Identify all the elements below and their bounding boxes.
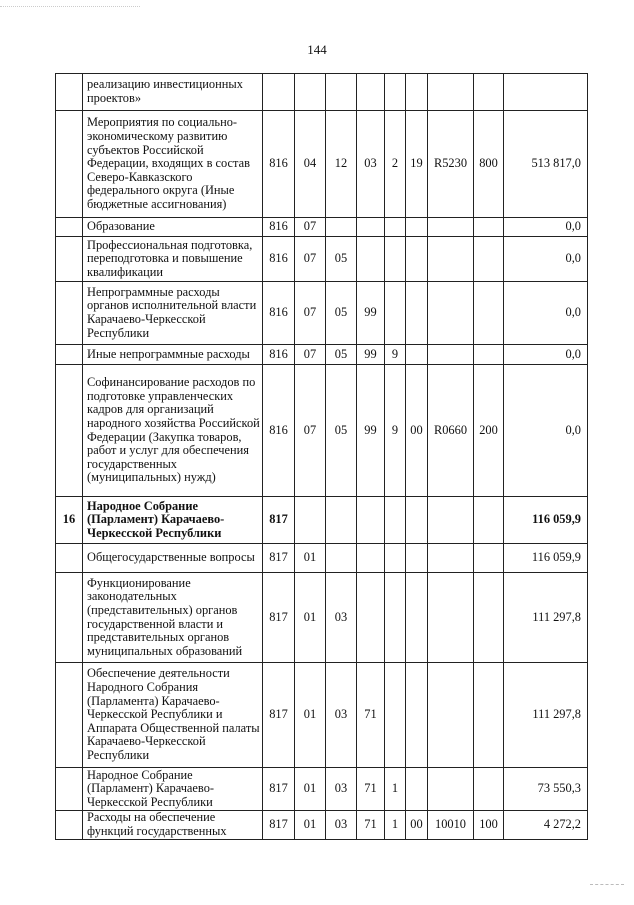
cell-c3: 12 [326, 111, 357, 218]
cell-c4: 99 [357, 365, 385, 497]
cell-c6 [406, 573, 428, 663]
cell-num [56, 218, 83, 237]
cell-c1: 816 [263, 345, 295, 365]
cell-c3: 03 [326, 573, 357, 663]
table-row [56, 111, 588, 218]
cell-name: Расходы на обеспечение функций государственных [83, 811, 263, 840]
cell-c3 [326, 74, 357, 111]
table-row [56, 497, 588, 544]
cell-c4: 03 [357, 111, 385, 218]
cell-c8 [474, 345, 504, 365]
page-number: 144 [307, 42, 327, 57]
cell-c5: 9 [385, 345, 406, 365]
cell-c1: 817 [263, 497, 295, 544]
cell-c1: 817 [263, 544, 295, 573]
cell-name: Иные непрограммные расходы [83, 345, 263, 365]
cell-c3: 05 [326, 345, 357, 365]
cell-c3 [326, 497, 357, 544]
cell-c1: 816 [263, 218, 295, 237]
cell-num [56, 345, 83, 365]
table-row [56, 237, 588, 282]
cell-c7 [428, 497, 474, 544]
cell-c2: 01 [295, 544, 326, 573]
cell-c4 [357, 218, 385, 237]
cell-amount: 0,0 [504, 345, 588, 365]
cell-c3: 03 [326, 811, 357, 840]
cell-num [56, 544, 83, 573]
cell-name: Народное Собрание (Парламент) Карачаево-Черкесской Республики [83, 497, 263, 544]
cell-c8 [474, 237, 504, 282]
cell-c6 [406, 237, 428, 282]
cell-c6 [406, 282, 428, 345]
cell-c4 [357, 237, 385, 282]
cell-amount: 0,0 [504, 365, 588, 497]
cell-c5 [385, 663, 406, 768]
cell-c6: 00 [406, 365, 428, 497]
cell-c2: 07 [295, 282, 326, 345]
cell-c4 [357, 74, 385, 111]
cell-c2: 01 [295, 573, 326, 663]
cell-name: Обеспечение деятельности Народного Собрания (Парламента) Карачаево-Черкесской Республики и Аппарата Общественной палаты Карачаево-Черкесской Республики [83, 663, 263, 768]
cell-c3: 03 [326, 768, 357, 811]
cell-c5: 9 [385, 365, 406, 497]
table-row [56, 345, 588, 365]
cell-c6 [406, 345, 428, 365]
cell-c2: 07 [295, 365, 326, 497]
cell-c8: 800 [474, 111, 504, 218]
cell-c1: 816 [263, 111, 295, 218]
cell-c4: 71 [357, 663, 385, 768]
table-row [56, 768, 588, 811]
cell-amount: 116 059,9 [504, 544, 588, 573]
cell-c7 [428, 282, 474, 345]
cell-c2: 07 [295, 345, 326, 365]
cell-c6 [406, 663, 428, 768]
cell-c6: 00 [406, 811, 428, 840]
table-row [56, 74, 588, 111]
cell-c5: 1 [385, 768, 406, 811]
cell-c2: 07 [295, 237, 326, 282]
table-row [56, 663, 588, 768]
table-row [56, 218, 588, 237]
cell-c3: 05 [326, 237, 357, 282]
cell-c3: 05 [326, 365, 357, 497]
cell-c7 [428, 573, 474, 663]
cell-c1: 817 [263, 573, 295, 663]
cell-name: Непрограммные расходы органов исполнительной власти Карачаево-Черкесской Республики [83, 282, 263, 345]
cell-c2: 01 [295, 663, 326, 768]
cell-c2: 01 [295, 811, 326, 840]
cell-num [56, 237, 83, 282]
cell-c6 [406, 768, 428, 811]
table-row [56, 365, 588, 497]
cell-c6 [406, 544, 428, 573]
cell-c1: 816 [263, 282, 295, 345]
cell-c5: 2 [385, 111, 406, 218]
cell-c8 [474, 573, 504, 663]
cell-c2: 04 [295, 111, 326, 218]
cell-c5 [385, 282, 406, 345]
cell-name: Софинансирование расходов по подготовке управленческих кадров для организаций народного хозяйства Российской Федерации (Закупка товаров, работ и услуг для обеспечения государственных (муниципальных) нужд) [83, 365, 263, 497]
cell-name: Образование [83, 218, 263, 237]
scan-artifact [0, 0, 140, 7]
cell-c1: 817 [263, 811, 295, 840]
cell-c3 [326, 544, 357, 573]
cell-num [56, 573, 83, 663]
cell-c8 [474, 218, 504, 237]
scan-artifact [590, 884, 624, 887]
cell-num [56, 811, 83, 840]
cell-c3: 03 [326, 663, 357, 768]
cell-c2: 07 [295, 218, 326, 237]
cell-amount: 73 550,3 [504, 768, 588, 811]
cell-c4 [357, 544, 385, 573]
cell-c8 [474, 74, 504, 111]
cell-c7 [428, 345, 474, 365]
cell-amount: 4 272,2 [504, 811, 588, 840]
cell-c5 [385, 218, 406, 237]
cell-c1: 816 [263, 365, 295, 497]
cell-c8 [474, 544, 504, 573]
cell-c1 [263, 74, 295, 111]
cell-c2 [295, 497, 326, 544]
cell-c6 [406, 74, 428, 111]
cell-amount [504, 74, 588, 111]
cell-c4: 71 [357, 811, 385, 840]
cell-c7 [428, 663, 474, 768]
cell-c6 [406, 497, 428, 544]
cell-c5 [385, 573, 406, 663]
cell-c2: 01 [295, 768, 326, 811]
cell-c1: 817 [263, 663, 295, 768]
cell-c7: 10010 [428, 811, 474, 840]
cell-c4: 99 [357, 345, 385, 365]
cell-amount: 0,0 [504, 237, 588, 282]
cell-c8 [474, 497, 504, 544]
cell-name: Мероприятия по социально-экономическому развитию субъектов Российской Федерации, входящих в состав Северо-Кавказского федерального округа (Иные бюджетные ассигнования) [83, 111, 263, 218]
cell-num [56, 74, 83, 111]
cell-c8: 100 [474, 811, 504, 840]
cell-c4 [357, 573, 385, 663]
cell-num [56, 282, 83, 345]
cell-c4: 71 [357, 768, 385, 811]
cell-amount: 116 059,9 [504, 497, 588, 544]
cell-c3: 05 [326, 282, 357, 345]
cell-c6: 19 [406, 111, 428, 218]
cell-c8 [474, 768, 504, 811]
cell-c6 [406, 218, 428, 237]
cell-c5 [385, 497, 406, 544]
budget-table [55, 73, 588, 840]
cell-c7 [428, 74, 474, 111]
cell-name: Общегосударственные вопросы [83, 544, 263, 573]
cell-c5 [385, 237, 406, 282]
cell-amount: 0,0 [504, 218, 588, 237]
cell-num [56, 111, 83, 218]
cell-c7 [428, 218, 474, 237]
cell-amount: 111 297,8 [504, 573, 588, 663]
cell-c5 [385, 544, 406, 573]
cell-c2 [295, 74, 326, 111]
cell-name: Профессиональная подготовка, переподготовка и повышение квалификации [83, 237, 263, 282]
cell-c3 [326, 218, 357, 237]
cell-c7 [428, 768, 474, 811]
cell-c5: 1 [385, 811, 406, 840]
table-row [56, 544, 588, 573]
cell-c1: 817 [263, 768, 295, 811]
cell-c4 [357, 497, 385, 544]
cell-num [56, 365, 83, 497]
cell-c8 [474, 663, 504, 768]
cell-num: 16 [56, 497, 83, 544]
cell-c8: 200 [474, 365, 504, 497]
cell-c7 [428, 544, 474, 573]
cell-amount: 111 297,8 [504, 663, 588, 768]
table-row [56, 282, 588, 345]
cell-num [56, 768, 83, 811]
cell-c4: 99 [357, 282, 385, 345]
cell-c7 [428, 237, 474, 282]
table-row [56, 811, 588, 840]
cell-c7: R0660 [428, 365, 474, 497]
cell-amount: 513 817,0 [504, 111, 588, 218]
cell-c8 [474, 282, 504, 345]
cell-c1: 816 [263, 237, 295, 282]
cell-num [56, 663, 83, 768]
cell-c5 [385, 74, 406, 111]
cell-name: Функционирование законодательных (представительных) органов государственной власти и представительных органов муниципальных образований [83, 573, 263, 663]
cell-name: реализацию инвестиционных проектов» [83, 74, 263, 111]
table-row [56, 573, 588, 663]
cell-amount: 0,0 [504, 282, 588, 345]
cell-name: Народное Собрание (Парламент) Карачаево-Черкесской Республики [83, 768, 263, 811]
cell-c7: R5230 [428, 111, 474, 218]
